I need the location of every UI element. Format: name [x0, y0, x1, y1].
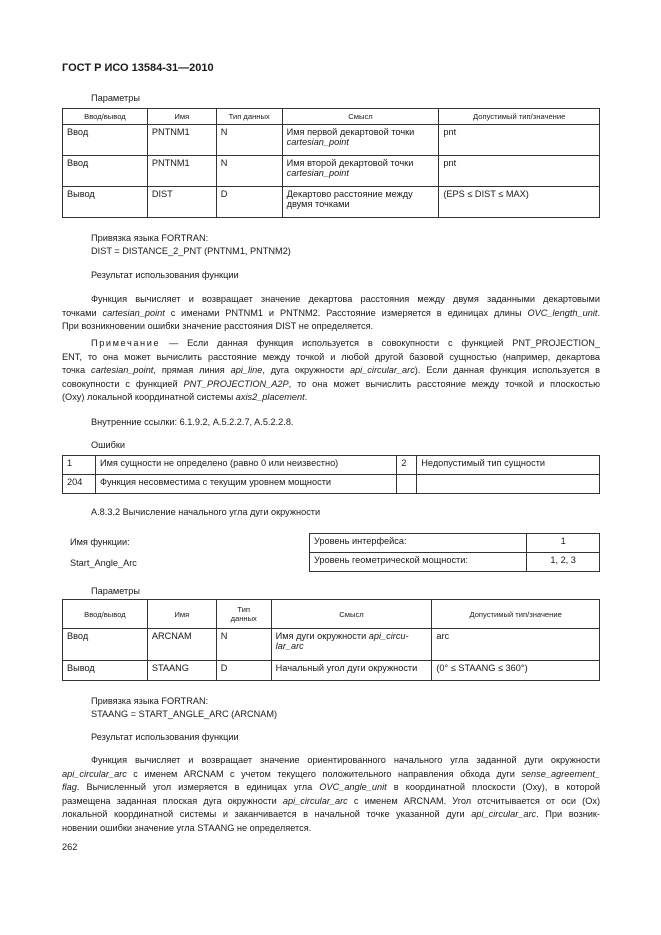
error-text: [417, 475, 600, 494]
cell-name: STAANG: [147, 661, 216, 681]
cell-io: Ввод: [63, 629, 148, 661]
cell-io: Вывод: [63, 661, 148, 681]
cell-name: DIST: [147, 187, 216, 218]
internal-references: Внутренние ссылки: 6.1.9.2, A.5.2.2.7, A.5.2.2.8.: [91, 417, 294, 427]
cell-type: N: [216, 629, 271, 661]
parameters-table: [62, 599, 600, 681]
col-header-meaning: Смысл: [282, 109, 439, 125]
error-code: 204: [63, 475, 96, 494]
cell-allowed: pnt: [439, 125, 600, 156]
function-name-value: Start_Angle_Arc: [70, 558, 137, 568]
geometric-level-label: Уровень геометрической мощности:: [310, 553, 527, 572]
col-header-name: Имя: [147, 109, 216, 125]
error-text: Функция несовместима с текущим уровнем мощности: [95, 475, 396, 494]
params-label: Параметры: [91, 93, 140, 103]
col-header-allowed: Допустимый тип/значение: [432, 600, 600, 629]
description-paragraph: Функция вычисляет и возвращает значение декартова расстояния между двумя заданными декартовыми точками cartesian_point с именами PNTNM1 и PNTNM2. Расстояние измеряется в единицах длины OVC_length_unit. При возникновении ошибки значение расстояния DIST не определяется.: [62, 294, 600, 331]
cell-meaning: Начальный угол дуги окружности: [271, 661, 432, 681]
col-header-meaning: Смысл: [271, 600, 432, 629]
cell-allowed: (0° ≤ STAANG ≤ 360°): [432, 661, 600, 681]
result-label: Результат использования функции: [91, 732, 239, 742]
params-label: Параметры: [91, 586, 140, 596]
cell-meaning: Имя первой декартовой точки cartesian_point: [282, 125, 439, 156]
function-name-label: Имя функции:: [70, 537, 130, 547]
col-header-name: Имя: [147, 600, 216, 629]
error-code: [397, 475, 417, 494]
cell-type: D: [216, 187, 282, 218]
col-header-allowed: Допустимый тип/значение: [439, 109, 600, 125]
col-header-io: Ввод/вывод: [63, 109, 148, 125]
error-text: Имя сущности не определено (равно 0 или неизвестно): [95, 456, 396, 475]
table-row: [63, 456, 600, 475]
table-row: [63, 187, 600, 218]
cell-io: Ввод: [63, 125, 148, 156]
interface-level-value: 1: [527, 534, 600, 553]
errors-label: Ошибки: [91, 440, 126, 450]
geometric-level-value: 1, 2, 3: [527, 553, 600, 572]
cell-meaning: Имя дуги окружности api_circu- lar_arc: [271, 629, 432, 661]
errors-table: [62, 455, 600, 494]
error-text: Недопустимый тип сущности: [417, 456, 600, 475]
error-code: 2: [397, 456, 417, 475]
cell-type: N: [216, 156, 282, 187]
note-paragraph: Примечание — Если данная функция используется в совокупности с функцией PNT_PROJECTION_ ENT, то она может вычислить расстояние между точкой и любой другой базовой сущностью (например, декартова точка cartesian_point, прямая линия api_line, дуга окружности api_circular_arc). Если данная функция используется в совокупности с функцией PNT_PROJECTION_A2P, то она может вычислить расстояние между точкой и плоскостью (Oxy) локальной координатной системы axis2_placement.: [62, 338, 600, 402]
col-header-io: Ввод/вывод: [63, 600, 148, 629]
cell-name: PNTNM1: [147, 156, 216, 187]
col-header-type: Тип данных: [216, 600, 271, 629]
fortran-binding: Привязка языка FORTRAN: STAANG = START_ANGLE_ARC (ARCNAM): [91, 696, 278, 719]
cell-name: ARCNAM: [147, 629, 216, 661]
table-row: [63, 629, 600, 661]
section-title: A.8.3.2 Вычисление начального угла дуги окружности: [91, 507, 321, 517]
function-levels-table: [309, 533, 600, 572]
table-row: [63, 475, 600, 494]
cell-allowed: arc: [432, 629, 600, 661]
cell-meaning: Имя второй декартовой точки cartesian_point: [282, 156, 439, 187]
cell-name: PNTNM1: [147, 125, 216, 156]
table-row: [63, 661, 600, 681]
fortran-binding: Привязка языка FORTRAN: DIST = DISTANCE_2_PNT (PNTNM1, PNTNM2): [91, 233, 291, 256]
cell-allowed: (EPS ≤ DIST ≤ MAX): [439, 187, 600, 218]
table-row: [63, 156, 600, 187]
interface-level-label: Уровень интерфейса:: [310, 534, 527, 553]
parameters-table: [62, 108, 600, 218]
result-label: Результат использования функции: [91, 270, 239, 280]
cell-allowed: pnt: [439, 156, 600, 187]
cell-type: D: [216, 661, 271, 681]
col-header-type: Тип данных: [216, 109, 282, 125]
table-row: [63, 125, 600, 156]
cell-type: N: [216, 125, 282, 156]
cell-io: Вывод: [63, 187, 148, 218]
description-paragraph: Функция вычисляет и возвращает значение ориентированного начального угла заданной дуги окружности api_circular_arc с именем ARCNAM с учетом текущего положительного направления обхода дуги sense_agreement_ flag. Вычисленный угол измеряется в единицах угла OVC_angle_unit в координатной плоскости (Oxy), в которой размещена заданная плоская дуга окружности api_circular_arc с именем ARCNAM. Угол отсчитывается от оси (Ox) локальной координатной системы и заканчивается в начальной точке указанной дуги api_circular_arc. При возник- новении ошибки значение угла STAANG не определяется.: [62, 755, 601, 833]
page-number: 262: [62, 842, 78, 852]
error-code: 1: [63, 456, 96, 475]
document-header: ГОСТ Р ИСО 13584-31—2010: [62, 62, 214, 74]
cell-meaning: Декартово расстояние между двумя точками: [282, 187, 439, 218]
cell-io: Ввод: [63, 156, 148, 187]
